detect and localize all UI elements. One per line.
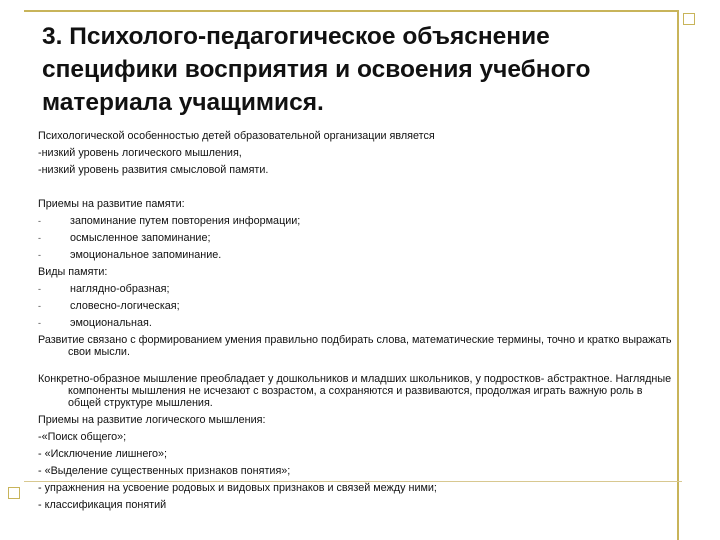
memory-types-heading: Виды памяти: bbox=[38, 266, 108, 278]
memory-heading: Приемы на развитие памяти: bbox=[38, 198, 185, 210]
intro-line: -низкий уровень логического мышления, bbox=[38, 147, 242, 159]
logic-item: - «Выделение существенных признаков понятия»; bbox=[38, 465, 291, 477]
memory-item: - эмоциональное запоминание. bbox=[38, 247, 678, 264]
corner-square-top-right bbox=[683, 13, 695, 25]
logic-heading: Приемы на развитие логического мышления: bbox=[38, 414, 266, 426]
corner-square-bottom-left bbox=[8, 487, 20, 499]
memory-type-item: - эмоциональная. bbox=[38, 315, 678, 332]
logic-item: -«Поиск общего»; bbox=[38, 431, 127, 443]
bullet-dash: - bbox=[38, 301, 41, 311]
frame-top-line bbox=[24, 10, 678, 12]
bullet-dash: - bbox=[38, 284, 41, 294]
memory-item: - запоминание путем повторения информации; bbox=[38, 213, 678, 230]
thinking-paragraph: Конкретно-образное мышление преобладает у дошкольников и младших школьников, у подростков- абстрактное. Наглядные компоненты мышления не исчезают с возрастом, а сохраняются и развиваются, продолжая играть важную роль в общей структуре мышления. bbox=[38, 373, 672, 409]
bullet-dash: - bbox=[38, 216, 41, 226]
slide-title: 3. Психолого-педагогическое объяснение специфики восприятия и освоения учебного материала учащимися. bbox=[42, 23, 591, 116]
bullet-dash: - bbox=[38, 250, 41, 260]
intro-line: Психологической особенностью детей образовательной организации является bbox=[38, 130, 435, 142]
intro-line: -низкий уровень развития смысловой памяти. bbox=[38, 164, 269, 176]
memory-item: - осмысленное запоминание; bbox=[38, 230, 678, 247]
logic-item: - классификация понятий bbox=[38, 499, 167, 511]
memory-type-item: - наглядно-образная; bbox=[38, 281, 678, 298]
bullet-dash: - bbox=[38, 318, 41, 328]
memory-type-item: - словесно-логическая; bbox=[38, 298, 678, 315]
bullet-dash: - bbox=[38, 233, 41, 243]
development-paragraph: Развитие связано с формированием умения правильно подбирать слова, математические термины, точно и кратко выражать свои мысли. bbox=[38, 334, 672, 358]
logic-item: - упражнения на усвоение родовых и видовых признаков и связей между ними; bbox=[38, 482, 437, 494]
slide-body bbox=[38, 128, 678, 514]
logic-item: - «Исключение лишнего»; bbox=[38, 448, 168, 460]
